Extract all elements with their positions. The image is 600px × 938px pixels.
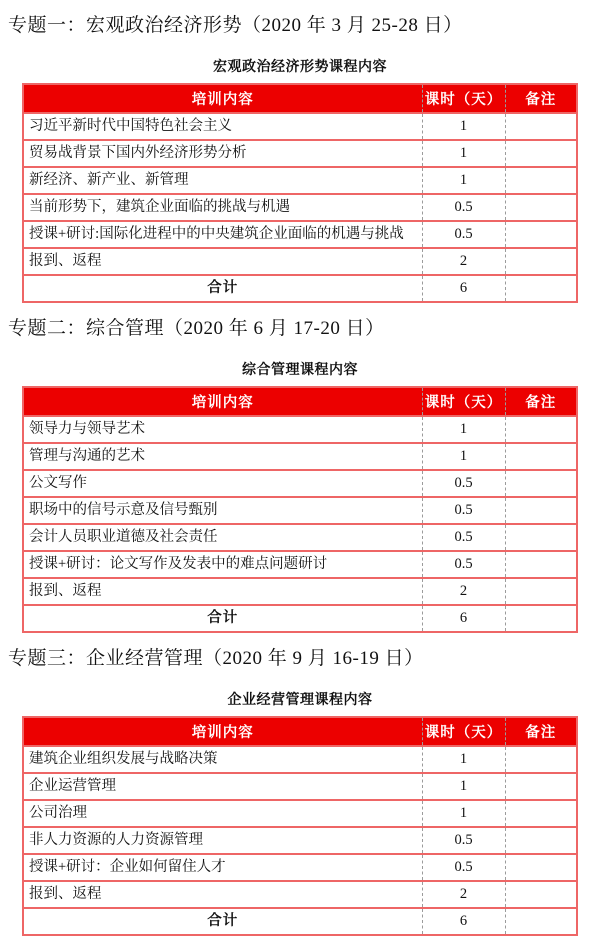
cell-remarks bbox=[505, 113, 577, 140]
cell-hours: 1 bbox=[422, 113, 505, 140]
cell-remarks bbox=[505, 221, 577, 248]
cell-hours: 6 bbox=[422, 908, 505, 935]
cell-remarks bbox=[505, 416, 577, 443]
table-body bbox=[23, 113, 577, 302]
cell-content: 新经济、新产业、新管理 bbox=[29, 172, 189, 188]
cell-content: 非人力资源的人力资源管理 bbox=[29, 832, 203, 848]
header-cell-hours: 课时（天） bbox=[422, 84, 505, 113]
cell-hours: 1 bbox=[422, 416, 505, 443]
cell-remarks bbox=[505, 578, 577, 605]
cell-total-label: 合计 bbox=[207, 610, 239, 626]
cell-remarks bbox=[505, 746, 577, 773]
table-body bbox=[23, 746, 577, 935]
cell-remarks bbox=[505, 854, 577, 881]
table-row bbox=[23, 551, 577, 578]
table-row bbox=[23, 827, 577, 854]
table-row bbox=[23, 773, 577, 800]
table-row bbox=[23, 524, 577, 551]
table-title: 宏观政治经济形势课程内容 bbox=[213, 60, 387, 75]
table-header-row bbox=[23, 84, 577, 113]
table-header-row bbox=[23, 717, 577, 746]
cell-remarks bbox=[505, 524, 577, 551]
cell-hours: 1 bbox=[422, 773, 505, 800]
cell-hours: 0.5 bbox=[422, 524, 505, 551]
header-cell-content: 培训内容 bbox=[23, 717, 422, 746]
cell-content: 报到、返程 bbox=[29, 253, 102, 269]
cell-remarks bbox=[505, 140, 577, 167]
table-row bbox=[23, 578, 577, 605]
header-cell-hours: 课时（天） bbox=[422, 717, 505, 746]
table-row bbox=[23, 140, 577, 167]
table-row bbox=[23, 800, 577, 827]
cell-remarks bbox=[505, 167, 577, 194]
table-header-row bbox=[23, 387, 577, 416]
course-table bbox=[22, 386, 578, 633]
cell-remarks bbox=[505, 194, 577, 221]
cell-remarks bbox=[505, 248, 577, 275]
course-table bbox=[22, 716, 578, 936]
table-row bbox=[23, 248, 577, 275]
cell-content: 职场中的信号示意及信号甄别 bbox=[29, 502, 218, 518]
cell-remarks bbox=[505, 827, 577, 854]
cell-remarks bbox=[505, 497, 577, 524]
topic-section bbox=[0, 13, 600, 303]
total-row bbox=[23, 275, 577, 302]
table-row bbox=[23, 443, 577, 470]
table-row bbox=[23, 881, 577, 908]
table-row bbox=[23, 746, 577, 773]
section-heading: 专题三：企业经营管理（2020 年 9 月 16-19 日） bbox=[8, 648, 424, 669]
cell-hours: 0.5 bbox=[422, 551, 505, 578]
cell-content: 报到、返程 bbox=[29, 583, 102, 599]
cell-content: 报到、返程 bbox=[29, 886, 102, 902]
header-cell-hours: 课时（天） bbox=[422, 387, 505, 416]
cell-content: 授课+研讨:国际化进程中的中央建筑企业面临的机遇与挑战 bbox=[29, 226, 404, 242]
topic-section bbox=[0, 646, 600, 936]
cell-remarks bbox=[505, 800, 577, 827]
cell-content: 会计人员职业道德及社会责任 bbox=[29, 529, 218, 545]
cell-content: 公司治理 bbox=[29, 805, 87, 821]
cell-content: 习近平新时代中国特色社会主义 bbox=[29, 118, 232, 134]
cell-hours: 6 bbox=[422, 275, 505, 302]
header-cell-content: 培训内容 bbox=[23, 387, 422, 416]
total-row bbox=[23, 605, 577, 632]
cell-remarks bbox=[505, 470, 577, 497]
cell-total-label: 合计 bbox=[207, 280, 239, 296]
total-row bbox=[23, 908, 577, 935]
cell-content: 管理与沟通的艺术 bbox=[29, 448, 145, 464]
cell-hours: 2 bbox=[422, 248, 505, 275]
cell-hours: 0.5 bbox=[422, 221, 505, 248]
table-row bbox=[23, 416, 577, 443]
cell-hours: 2 bbox=[422, 578, 505, 605]
table-title: 企业经营管理课程内容 bbox=[227, 693, 373, 708]
cell-hours: 1 bbox=[422, 140, 505, 167]
cell-content: 建筑企业组织发展与战略决策 bbox=[29, 751, 218, 767]
topic-section bbox=[0, 316, 600, 633]
table-row bbox=[23, 167, 577, 194]
cell-content: 授课+研讨：论文写作及发表中的难点问题研讨 bbox=[29, 556, 328, 572]
cell-remarks bbox=[505, 605, 577, 632]
table-row bbox=[23, 113, 577, 140]
cell-content: 企业运营管理 bbox=[29, 778, 116, 794]
cell-hours: 2 bbox=[422, 881, 505, 908]
cell-content: 当前形势下，建筑企业面临的挑战与机遇 bbox=[29, 199, 290, 215]
header-cell-remarks: 备注 bbox=[505, 717, 577, 746]
table-row bbox=[23, 470, 577, 497]
table-title: 综合管理课程内容 bbox=[242, 363, 358, 378]
table-row bbox=[23, 221, 577, 248]
cell-content: 公文写作 bbox=[29, 475, 87, 491]
sections-container bbox=[0, 13, 600, 936]
cell-remarks bbox=[505, 275, 577, 302]
table-row bbox=[23, 194, 577, 221]
cell-remarks bbox=[505, 908, 577, 935]
cell-hours: 1 bbox=[422, 167, 505, 194]
table-row bbox=[23, 854, 577, 881]
cell-remarks bbox=[505, 881, 577, 908]
header-cell-remarks: 备注 bbox=[505, 84, 577, 113]
cell-content: 贸易战背景下国内外经济形势分析 bbox=[29, 145, 247, 161]
cell-content: 领导力与领导艺术 bbox=[29, 421, 145, 437]
cell-hours: 0.5 bbox=[422, 827, 505, 854]
section-heading: 专题二：综合管理（2020 年 6 月 17-20 日） bbox=[8, 318, 385, 339]
cell-hours: 1 bbox=[422, 443, 505, 470]
cell-content: 授课+研讨：企业如何留住人才 bbox=[29, 859, 226, 875]
table-row bbox=[23, 497, 577, 524]
cell-hours: 0.5 bbox=[422, 194, 505, 221]
header-cell-content: 培训内容 bbox=[23, 84, 422, 113]
cell-hours: 0.5 bbox=[422, 854, 505, 881]
cell-hours: 0.5 bbox=[422, 497, 505, 524]
cell-hours: 6 bbox=[422, 605, 505, 632]
cell-hours: 1 bbox=[422, 746, 505, 773]
header-cell-remarks: 备注 bbox=[505, 387, 577, 416]
cell-hours: 0.5 bbox=[422, 470, 505, 497]
cell-remarks bbox=[505, 773, 577, 800]
table-body bbox=[23, 416, 577, 632]
cell-hours: 1 bbox=[422, 800, 505, 827]
cell-remarks bbox=[505, 443, 577, 470]
section-heading: 专题一：宏观政治经济形势（2020 年 3 月 25-28 日） bbox=[8, 15, 463, 36]
cell-total-label: 合计 bbox=[207, 913, 239, 929]
cell-remarks bbox=[505, 551, 577, 578]
course-table bbox=[22, 83, 578, 303]
